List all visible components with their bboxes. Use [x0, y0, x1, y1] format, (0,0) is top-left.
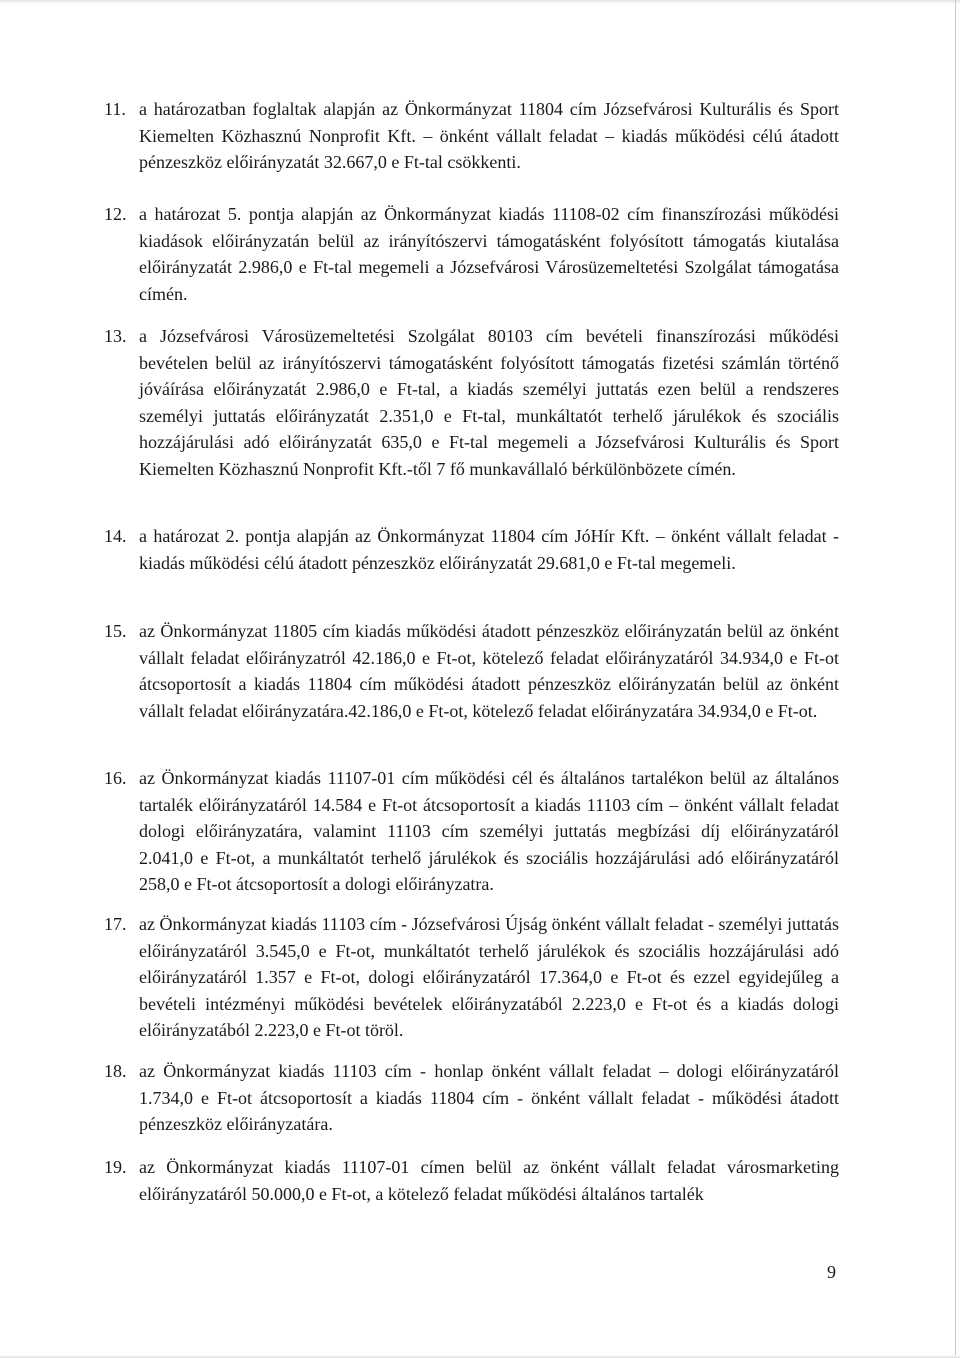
item-number: 12.	[104, 204, 127, 224]
item-text: az Önkormányzat kiadás 11103 cím - honlap önként vállalt feladat – dologi előirányzatáról 1.734,0 e Ft-ot átcsoportosít a kiadás 11804 cím - önként vállalt feladat - működési átadott pénzeszköz előirányzatára.	[139, 1061, 839, 1134]
item-text: a határozat 2. pontja alapján az Önkormányzat 11804 cím JóHír Kft. – önként vállalt feladat - kiadás működési célú átadott pénzeszköz előirányzatát 29.681,0 e Ft-tal megemeli.	[139, 526, 839, 573]
item-number: 15.	[104, 621, 127, 641]
item-text: az Önkormányzat 11805 cím kiadás működési átadott pénzeszköz előirányzatán belül az önként vállalt feladat előirányzatról 42.186,0 e Ft-ot, kötelező feladat előirányzatáról 34.934,0 e Ft-ot átcsoportosít a kiadás 11804 cím működési átadott pénzeszköz előirányzatán belül az önként vállalt feladat előirányzatára.42.186,0 e Ft-ot, kötelező feladat előirányzatára 34.934,0 e Ft-ot.	[139, 621, 839, 721]
scan-right-edge	[955, 0, 956, 1358]
item-number: 16.	[104, 768, 127, 788]
page-number: 9	[827, 1262, 836, 1282]
item-text: az Önkormányzat kiadás 11103 cím - Józsefvárosi Újság önként vállalt feladat - személyi juttatás előirányzatáról 3.545,0 e Ft-ot, munkáltatót terhelő járulékok és szociális hozzájárulási adó előirányzatáról 1.357 e Ft-ot, dologi előirányzatáról 17.364,0 e Ft-ot és ezzel egyidejűleg a bevételi intézményi működési bevételek előirányzatából 2.223,0 e Ft-ot és a kiadás dologi előirányzatából 2.223,0 e Ft-ot töröl.	[139, 914, 839, 1040]
item-text: a Józsefvárosi Városüzemeltetési Szolgálat 80103 cím bevételi finanszírozási működési bevételen belül az irányítószervi támogatásként folyósított támogatás fizetési számlán történő jóváírása előirányzatát 2.986,0 e Ft-tal, a kiadás személyi juttatás ezen belül a rendszeres személyi juttatás előirányzatát 2.351,0 e Ft-tal, munkáltatót terhelő járulékok és szociális hozzájárulási adó előirányzatát 635,0 e Ft-tal megemeli a Józsefvárosi Kulturális és Sport Kiemelten Közhasznú Nonprofit Kft.-től 7 fő munkavállaló bérkülönbözete címén.	[139, 326, 839, 479]
item-number: 17.	[104, 914, 127, 934]
item-number: 19.	[104, 1157, 127, 1177]
item-number: 14.	[104, 526, 127, 546]
item-text: az Önkormányzat kiadás 11107-01 címen belül az önként vállalt feladat városmarketing előirányzatáról 50.000,0 e Ft-ot, a kötelező feladat működési általános tartalék	[139, 1157, 839, 1204]
item-number: 13.	[104, 326, 127, 346]
item-number: 11.	[104, 99, 126, 119]
item-number: 18.	[104, 1061, 127, 1081]
scan-top-edge	[0, 0, 960, 4]
item-text: a határozatban foglaltak alapján az Önkormányzat 11804 cím Józsefvárosi Kulturális és Sport Kiemelten Közhasznú Nonprofit Kft. – önként vállalt feladat – kiadás működési célú átadott pénzeszköz előirányzatát 32.667,0 e Ft-tal csökkenti.	[139, 99, 839, 172]
item-text: a határozat 5. pontja alapján az Önkormányzat kiadás 11108-02 cím finanszírozási működési kiadások előirányzatán belül az irányítószervi támogatásként folyósított támogatás kiutalása előirányzatát 2.986,0 e Ft-tal megemeli a Józsefvárosi Városüzemeltetési Szolgálat támogatása címén.	[139, 204, 839, 304]
item-text: az Önkormányzat kiadás 11107-01 cím működési cél és általános tartalékon belül az általános tartalék előirányzatáról 14.584 e Ft-ot átcsoportosít a kiadás 11103 cím – önként vállalt feladat dologi előirányzatára, valamint 11103 cím személyi juttatás megbízási díj előirányzatáról 2.041,0 e Ft-ot, a munkáltatót terhelő járulékok és szociális hozzájárulási adó előirányzatáról 258,0 e Ft-ot átcsoportosít a dologi előirányzatra.	[139, 768, 839, 894]
